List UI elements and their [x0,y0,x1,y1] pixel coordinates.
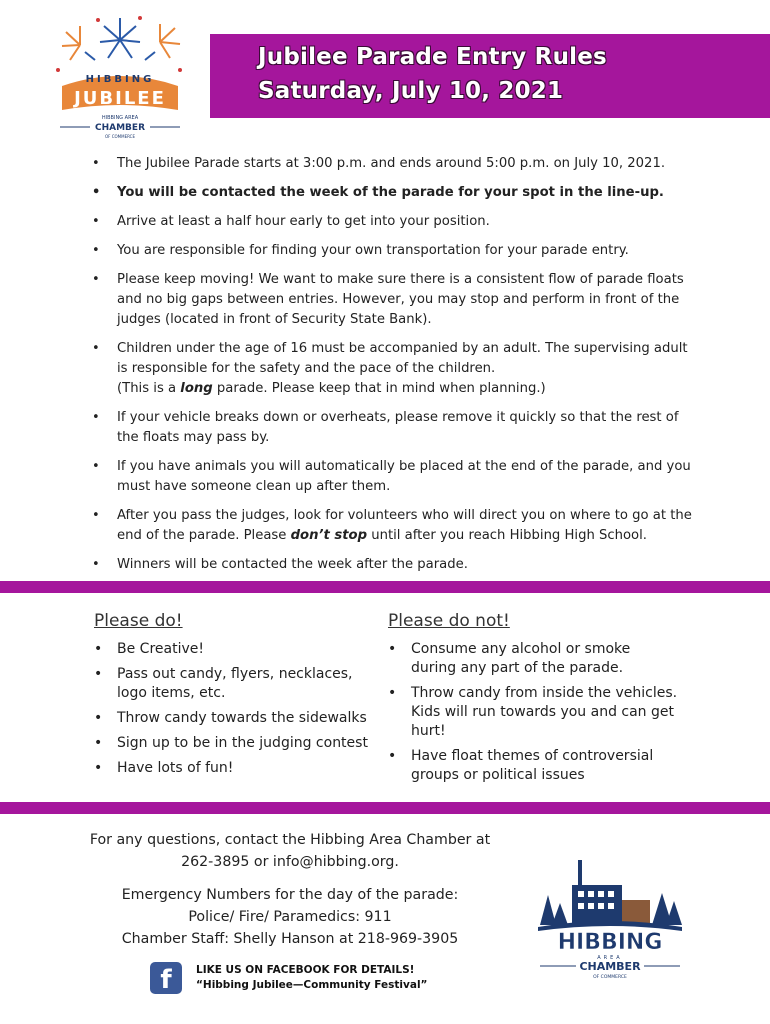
svg-text:HIBBING: HIBBING [85,74,155,85]
divider-top [0,581,770,593]
emergency-line-2: Police/ Fire/ Paramedics: 911 [188,909,392,925]
list-item: • Arrive at least a half hour early to get into your position. [92,212,692,232]
contact-line-1: For any questions, contact the Hibbing Area Chamber at [89,832,491,848]
svg-text:JUBILEE: JUBILEE [74,88,166,109]
svg-text:CHAMBER: CHAMBER [579,960,641,973]
list-item: • Children under the age of 16 must be accompanied by an adult. The supervising adult is responsible for the safety and the pace of the children. (This is a long parade. Please keep that in mind when planning.) [92,339,692,399]
svg-text:HIBBING AREA: HIBBING AREA [101,115,139,121]
contact-line-2: 262-3895 or info@hibbing.org. [181,854,399,870]
please-do-heading: Please do! [94,611,183,631]
facebook-line-2: “Hibbing Jubilee—Community Festival” [196,979,428,991]
list-item: • You are responsible for finding your own transportation for your parade entry. [92,241,692,261]
list-item: • Consume any alcohol or smoke during any part of the parade. [388,640,678,678]
list-item: • Throw candy towards the sidewalks [94,709,384,728]
page-title: Jubilee Parade Entry Rules [258,44,607,70]
rules-list [92,154,692,584]
list-item: • If your vehicle breaks down or overheats, please remove it quickly so that the rest of the floats may pass by. [92,408,692,448]
list-item: • Be Creative! [94,640,384,659]
hibbing-chamber-logo [530,855,690,985]
please-do-list [94,640,384,784]
list-item: • Please keep moving! We want to make sure there is a consistent flow of parade floats and no big gaps between entries. However, you may stop and perform in front of the judges (located in front of Security State Bank). [92,270,692,330]
svg-text:OF COMMERCE: OF COMMERCE [593,975,627,980]
svg-text:CHAMBER: CHAMBER [95,123,145,133]
list-item: • Sign up to be in the judging contest [94,734,384,753]
emergency-line-3: Chamber Staff: Shelly Hanson at 218-969-3905 [121,931,459,947]
svg-text:AREA: AREA [597,955,623,961]
list-item: • If you have animals you will automatically be placed at the end of the parade, and you must have someone clean up after them. [92,457,692,497]
event-date: Saturday, July 10, 2021 [258,78,564,104]
list-item: • The Jubilee Parade starts at 3:00 p.m. and ends around 5:00 p.m. on July 10, 2021. [92,154,692,174]
title-band [210,34,770,118]
svg-text:OF COMMERCE: OF COMMERCE [105,134,135,139]
divider-bottom [0,802,770,814]
please-do-not-list [388,640,678,791]
please-do-not-heading: Please do not! [388,611,510,631]
list-item: • After you pass the judges, look for volunteers who will direct you on where to go at the end of the parade. Please don’t stop until after you reach Hibbing High School. [92,506,692,546]
facebook-icon[interactable]: f [150,962,182,994]
list-item: • Throw candy from inside the vehicles. Kids will run towards you and can get hurt! [388,684,678,741]
svg-text:HIBBING: HIBBING [557,930,663,955]
jubilee-logo [40,10,200,140]
facebook-line-1: LIKE US ON FACEBOOK FOR DETAILS! [196,964,415,976]
list-item: • Winners will be contacted the week after the parade. [92,555,692,575]
list-item: • Have float themes of controversial groups or political issues [388,747,678,785]
list-item: • Have lots of fun! [94,759,384,778]
emergency-line-1: Emergency Numbers for the day of the parade: [121,887,459,903]
list-item: • You will be contacted the week of the parade for your spot in the line-up. [92,183,692,203]
list-item: • Pass out candy, flyers, necklaces, logo items, etc. [94,665,384,703]
